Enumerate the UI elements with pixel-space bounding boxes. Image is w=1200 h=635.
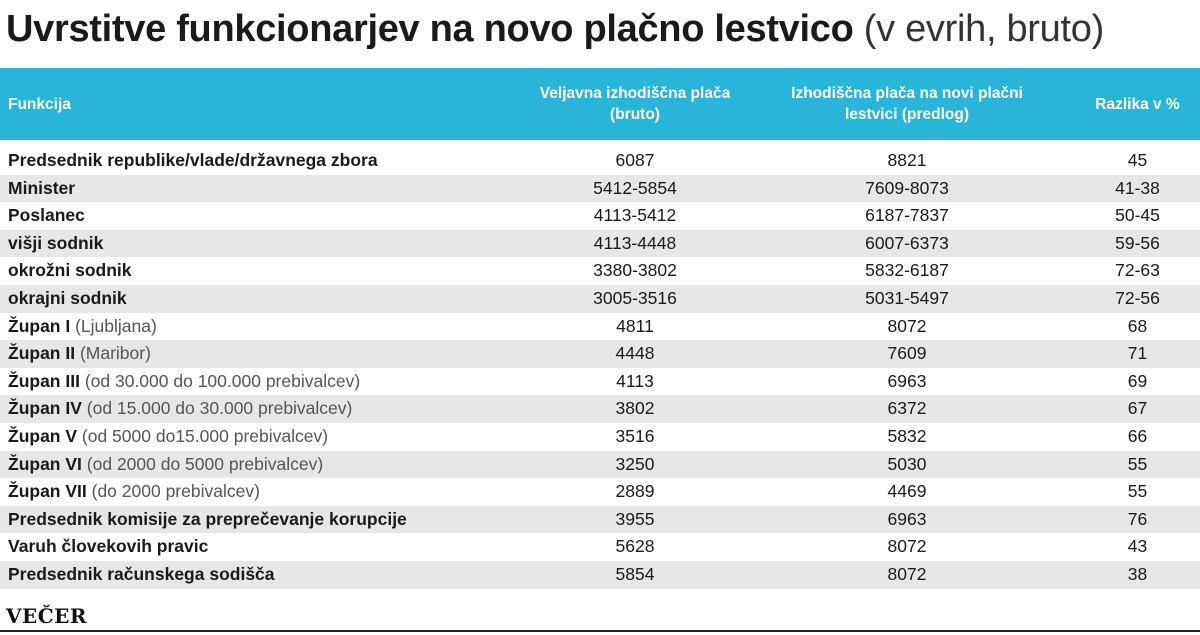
cell-funkcija [8, 368, 360, 396]
title-subtitle: (v evrih, bruto) [863, 8, 1104, 50]
table-row [0, 395, 1200, 423]
cell-current-salary: 3955 [615, 508, 655, 529]
cell-current-salary: 5854 [615, 563, 655, 584]
table-row [0, 257, 1200, 285]
cell-funkcija [8, 175, 75, 203]
header-proposed-salary-line1: Izhodiščna plača na novi plačni [791, 85, 1023, 102]
funkcija-name: Župan III [8, 370, 80, 391]
table-row [0, 368, 1200, 396]
cell-proposed-salary: 5031-5497 [865, 287, 949, 308]
funkcija-note: (od 5000 do15.000 prebivalcev) [81, 425, 329, 446]
cell-proposed-salary: 6963 [887, 508, 927, 529]
cell-current-salary: 3380-3802 [593, 260, 677, 281]
funkcija-name: Župan VII [8, 481, 87, 502]
table-body [0, 147, 1200, 589]
header-proposed-salary [772, 68, 1042, 140]
cell-funkcija [8, 230, 103, 258]
table-row [0, 561, 1200, 589]
funkcija-note: (od 2000 do 5000 prebivalcev) [86, 453, 324, 474]
funkcija-note: (Maribor) [79, 343, 151, 364]
header-funkcija: Funkcija [8, 95, 71, 113]
cell-funkcija [8, 478, 260, 506]
funkcija-name: okrajni sodnik [8, 287, 127, 308]
bottom-rule [0, 630, 1200, 632]
funkcija-name: Varuh človekovih pravic [8, 536, 209, 557]
cell-current-salary: 4113 [616, 370, 654, 391]
funkcija-name: višji sodnik [8, 232, 104, 253]
table-row [0, 147, 1200, 175]
table-row [0, 313, 1200, 341]
title-main: Uvrstitve funkcionarjev na novo plačno lestvico [6, 8, 854, 50]
cell-current-salary: 4113-5412 [593, 205, 677, 226]
cell-difference: 55 [1127, 453, 1148, 474]
table-row [0, 506, 1200, 534]
cell-funkcija [8, 257, 131, 285]
cell-proposed-salary: 7609 [887, 343, 927, 364]
cell-proposed-salary: 8072 [887, 536, 927, 557]
header-difference: Razlika v % [1095, 95, 1180, 113]
cell-difference: 66 [1127, 425, 1148, 446]
header-current-salary-line2: (bruto) [610, 106, 660, 123]
cell-current-salary: 5628 [615, 536, 655, 557]
cell-proposed-salary: 6963 [887, 370, 927, 391]
table-row [0, 285, 1200, 313]
cell-current-salary: 2889 [615, 481, 655, 502]
cell-proposed-salary: 8072 [887, 315, 927, 336]
cell-proposed-salary: 6007-6373 [865, 232, 949, 253]
funkcija-name: Župan IV [8, 398, 82, 419]
funkcija-note: (do 2000 prebivalcev) [91, 481, 260, 502]
funkcija-name: Minister [8, 177, 76, 198]
funkcija-name: Poslanec [8, 205, 85, 226]
cell-difference: 41-38 [1115, 177, 1160, 198]
cell-proposed-salary: 8072 [887, 563, 927, 584]
header-current-salary-line1: Veljavna izhodiščna plača [539, 85, 731, 102]
cell-difference: 50-45 [1115, 205, 1160, 226]
funkcija-name: Župan VI [8, 453, 82, 474]
table-header [0, 68, 1200, 140]
cell-proposed-salary: 8821 [887, 150, 927, 170]
table-row [0, 478, 1200, 506]
table-row [0, 175, 1200, 203]
table-row [0, 451, 1200, 479]
funkcija-name: Predsednik računskega sodišča [8, 563, 275, 584]
cell-funkcija [8, 202, 85, 230]
cell-current-salary: 3516 [615, 425, 655, 446]
table-row [0, 533, 1200, 561]
cell-difference: 55 [1127, 481, 1148, 502]
cell-proposed-salary: 4469 [887, 481, 927, 502]
cell-difference: 45 [1127, 150, 1148, 170]
funkcija-name: Župan I [8, 315, 71, 336]
cell-difference: 68 [1127, 315, 1148, 336]
cell-funkcija [8, 395, 352, 423]
page-title [6, 4, 1104, 54]
cell-proposed-salary: 5832-6187 [865, 260, 949, 281]
cell-difference: 72-63 [1115, 260, 1160, 281]
table-row [0, 230, 1200, 258]
table-row [0, 340, 1200, 368]
cell-funkcija [8, 533, 208, 561]
cell-current-salary: 3005-3516 [593, 287, 677, 308]
cell-proposed-salary: 5030 [887, 453, 927, 474]
cell-proposed-salary: 5832 [887, 425, 927, 446]
funkcija-note: (Ljubljana) [75, 315, 157, 336]
cell-funkcija [8, 340, 151, 368]
cell-proposed-salary: 6372 [887, 398, 927, 419]
funkcija-note: (od 30.000 do 100.000 prebivalcev) [84, 370, 361, 391]
cell-proposed-salary: 6187-7837 [865, 205, 949, 226]
cell-funkcija [8, 423, 328, 451]
table-row [0, 202, 1200, 230]
cell-proposed-salary: 7609-8073 [865, 177, 949, 198]
cell-funkcija [8, 147, 378, 175]
cell-difference: 76 [1127, 508, 1148, 529]
cell-difference: 71 [1127, 343, 1148, 364]
cell-funkcija [8, 285, 127, 313]
cell-current-salary: 3802 [615, 398, 655, 419]
cell-difference: 59-56 [1115, 232, 1160, 253]
cell-current-salary: 3250 [615, 453, 655, 474]
cell-current-salary: 4113-4448 [593, 232, 677, 253]
funkcija-note: (od 15.000 do 30.000 prebivalcev) [86, 398, 353, 419]
cell-current-salary: 5412-5854 [593, 177, 677, 198]
cell-difference: 69 [1127, 370, 1148, 391]
cell-current-salary: 4448 [615, 343, 655, 364]
cell-funkcija [8, 561, 275, 589]
cell-current-salary: 4811 [616, 315, 654, 336]
funkcija-name: Predsednik republike/vlade/državnega zbora [8, 150, 378, 170]
table-row [0, 423, 1200, 451]
cell-difference: 67 [1127, 398, 1148, 419]
funkcija-name: Župan V [8, 425, 78, 446]
header-proposed-salary-line2: lestvici (predlog) [844, 106, 969, 123]
cell-difference: 72-56 [1115, 287, 1160, 308]
cell-difference: 43 [1127, 536, 1148, 557]
funkcija-name: okrožni sodnik [8, 260, 132, 281]
header-current-salary [530, 68, 740, 140]
cell-difference: 38 [1127, 563, 1148, 584]
cell-funkcija [8, 313, 157, 341]
cell-funkcija [8, 451, 323, 479]
cell-funkcija [8, 506, 407, 534]
vecer-logo: VEČER [6, 604, 88, 628]
cell-current-salary: 6087 [615, 150, 655, 170]
funkcija-name: Župan II [8, 343, 76, 364]
funkcija-name: Predsednik komisije za preprečevanje korupcije [8, 508, 407, 529]
